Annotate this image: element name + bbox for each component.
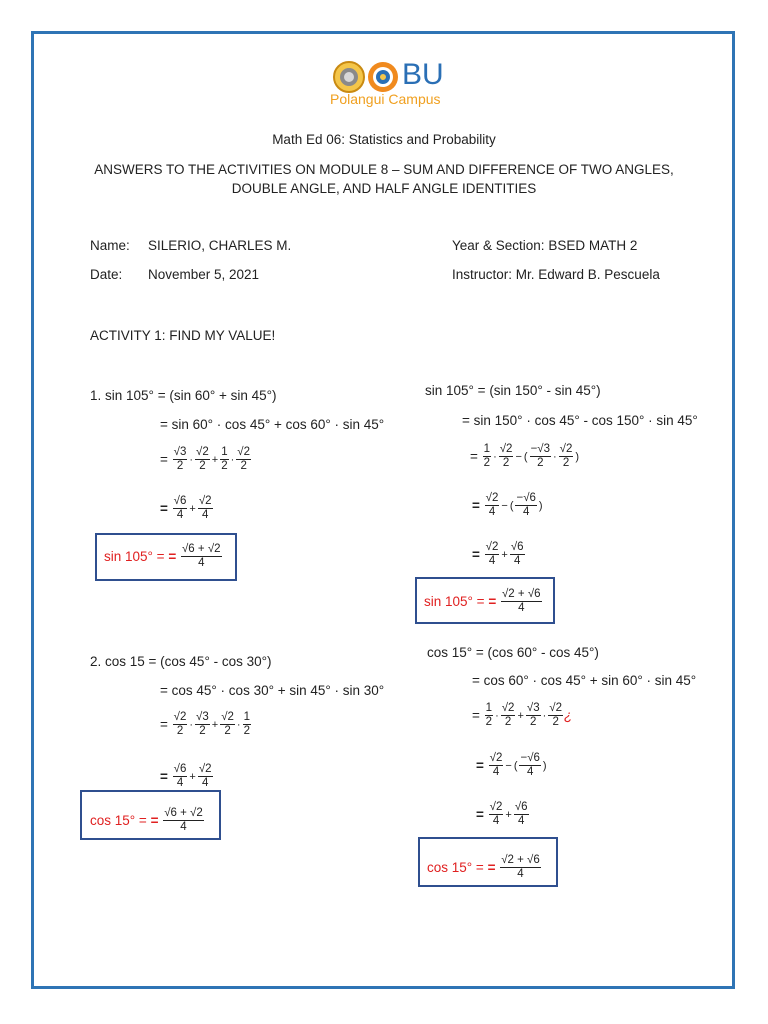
p2-right-line1: cos 15° = (cos 60° - cos 45°) xyxy=(427,645,599,660)
name-label: Name: xyxy=(90,238,130,253)
p1-left-line2: = sin 60° · cos 45° + cos 60° · sin 45° xyxy=(160,417,385,432)
gear-logo-icon xyxy=(366,60,400,94)
doc-title-line2: DOUBLE ANGLE, AND HALF ANGLE IDENTITIES xyxy=(231,181,537,196)
p2-left-answer: cos 15° = = $\frac{√6 + √2}{4}$ xyxy=(90,807,203,833)
logo-text: BU xyxy=(402,58,444,91)
p2-right-step5: = $\frac{√2}{4}$ + $\frac{√6}{4}$ xyxy=(476,801,528,827)
p2-left-line2: = cos 45° · cos 30° + sin 45° · sin 30° xyxy=(160,683,385,698)
p2-left-line1: 2. cos 15 = (cos 45° - cos 30°) xyxy=(90,654,272,669)
p2-right-answer: cos 15° = = $\frac{√2 + √6}{4}$ xyxy=(427,854,540,880)
p1-left-step4: = $\frac{√6}{4}$ + $\frac{√2}{4}$ xyxy=(160,495,212,521)
p2-left-step4: = $\frac{√6}{4}$ + $\frac{√2}{4}$ xyxy=(160,763,212,789)
p2-left-step3: = $\frac{√2}{2}$ · $\frac{√3}{2}$ + $\frac{√2}{2}$ · $\frac{1}{2}$ xyxy=(160,711,250,737)
course-title: Math Ed 06: Statistics and Probability xyxy=(272,132,496,147)
p2-right-step4: = $\frac{√2}{4}$ − ( $\frac{-√6}{4}$ ) xyxy=(476,752,547,778)
p1-right-line2: = sin 150° · cos 45° - cos 150° · sin 45° xyxy=(462,413,698,428)
p2-right-line2: = cos 60° · cos 45° + sin 60° · sin 45° xyxy=(472,673,697,688)
doc-title-line1: ANSWERS TO THE ACTIVITIES ON MODULE 8 – SUM AND DIFFERENCE OF TWO ANGLES, xyxy=(94,162,674,177)
date-value: November 5, 2021 xyxy=(148,267,260,282)
date-label: Date: xyxy=(90,267,123,282)
p1-left-line1: 1. sin 105° = (sin 60° + sin 45°) xyxy=(90,388,277,403)
year-section: Year & Section: BSED MATH 2 xyxy=(452,238,638,253)
p1-right-step4: = $\frac{√2}{4}$ − ( $\frac{-√6}{4}$ ) xyxy=(472,492,543,518)
p2-right-step3: = $\frac{1}{2}$ · $\frac{√2}{2}$ + $\frac{√3}{2}$ · $\frac{√2}{2}$ ¿ xyxy=(472,702,573,728)
p1-right-step3: = $\frac{1}{2}$ · $\frac{√2}{2}$ − ( $\frac{-√3}{2}$ · $\frac{√2}{2}$ ) xyxy=(470,443,580,469)
campus-name: Polangui Campus xyxy=(330,91,441,107)
activity-title: ACTIVITY 1: FIND MY VALUE! xyxy=(90,328,276,343)
p1-right-step5: = $\frac{√2}{4}$ + $\frac{√6}{4}$ xyxy=(472,541,524,567)
p1-right-line1: sin 105° = (sin 150° - sin 45°) xyxy=(425,383,601,398)
seal-icon xyxy=(332,60,366,94)
instructor: Instructor: Mr. Edward B. Pescuela xyxy=(452,267,660,282)
name-value: SILERIO, CHARLES M. xyxy=(148,238,292,253)
p1-left-answer: sin 105° = = $\frac{√6 + √2}{4}$ xyxy=(104,543,221,569)
p1-left-step3: = $\frac{√3}{2}$ · $\frac{√2}{2}$ + $\frac{1}{2}$ · $\frac{√2}{2}$ xyxy=(160,446,250,472)
bu-logo xyxy=(332,58,472,108)
p1-right-answer: sin 105° = = $\frac{√2 + √6}{4}$ xyxy=(424,588,541,614)
